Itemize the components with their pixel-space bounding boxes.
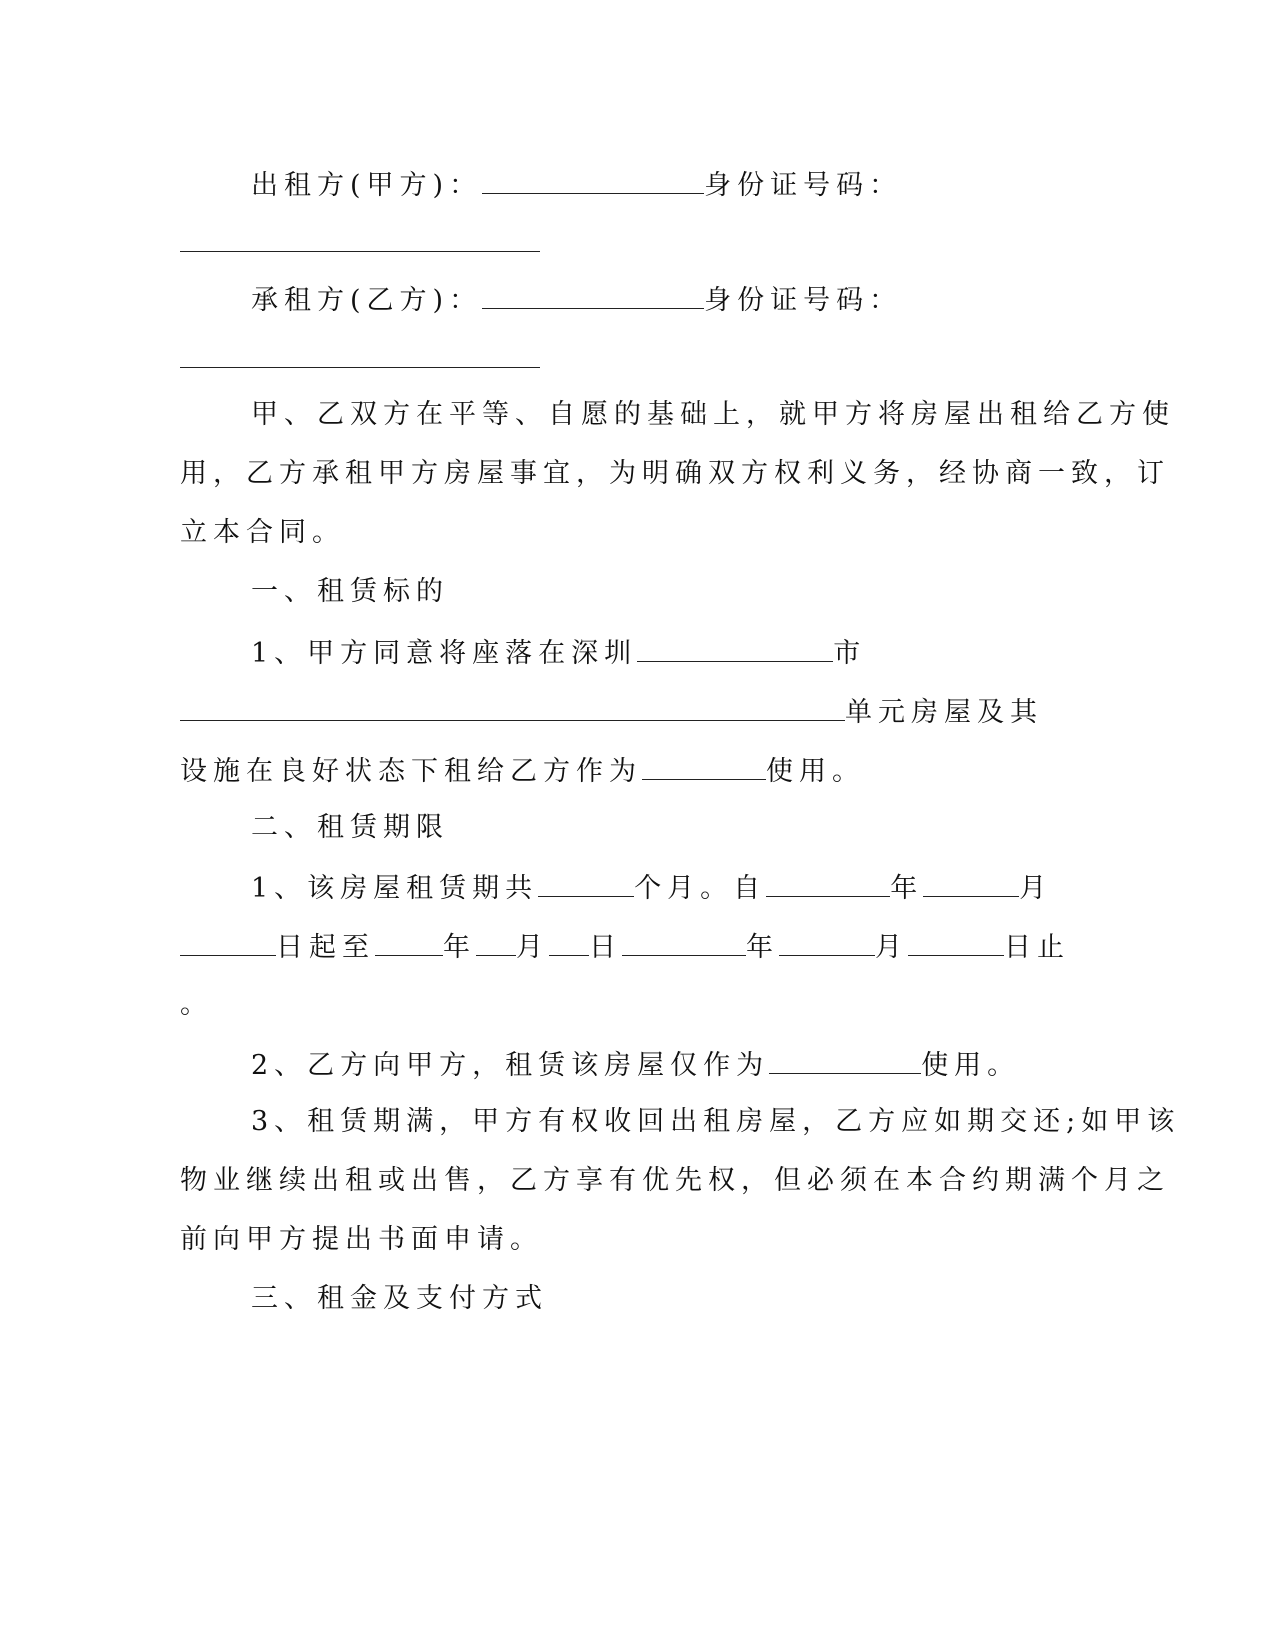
- city-district-blank[interactable]: [637, 631, 833, 662]
- term-months-blank[interactable]: [538, 866, 634, 897]
- s2-item1-text-j: 月: [875, 932, 908, 963]
- s2-item2-text-b: 使用。: [921, 1050, 1021, 1081]
- s2-item3-line3: 前向甲方提出书面申请。: [180, 1224, 543, 1255]
- lessee-id-label: 身份证号码：: [704, 285, 903, 316]
- end-year-blank-2[interactable]: [622, 925, 746, 956]
- lessor-id-line: [180, 221, 540, 264]
- usage-blank[interactable]: [642, 749, 766, 780]
- section-1-title: 一、租赁标的: [251, 576, 449, 607]
- s1-item1-text-d: 设施在良好状态下租给乙方作为: [180, 756, 642, 787]
- s1-item1-line2: [180, 690, 1043, 733]
- s1-item1-text-e: 使用。: [766, 756, 865, 787]
- end-year-blank-1[interactable]: [375, 925, 443, 956]
- lessor-label: 出租方(甲方)：: [251, 170, 483, 201]
- intro-line-1: 甲、乙双方在平等、自愿的基础上，就甲方将房屋出租给乙方使: [251, 399, 1175, 430]
- s2-item1-text-b: 个月。自: [634, 873, 767, 904]
- s2-item1-line2: [180, 925, 1070, 968]
- s2-item1-text-d: 月: [1019, 873, 1053, 904]
- section-3-title: 三、租金及支付方式: [251, 1283, 548, 1314]
- s2-item3-line2: 物业继续出租或出售，乙方享有优先权，但必须在本合约期满个月之: [180, 1165, 1170, 1196]
- end-day-blank-1[interactable]: [549, 925, 589, 956]
- lessor-name-blank[interactable]: [482, 163, 704, 194]
- lessee-label: 承租方(乙方)：: [251, 285, 483, 316]
- s1-item1-text-b: 市: [833, 638, 867, 669]
- s2-item1-text-h: 日: [589, 932, 622, 963]
- s2-item1-text-c: 年: [890, 873, 924, 904]
- lessor-line: [251, 163, 902, 206]
- s2-item1-line1: [251, 866, 1052, 909]
- section-2-title: 二、租赁期限: [251, 812, 449, 843]
- lessee-line: [251, 278, 902, 321]
- s2-item1-text-k: 日止: [1004, 932, 1070, 963]
- s2-item1-line3: 。: [180, 989, 213, 1020]
- start-day-blank[interactable]: [180, 925, 276, 956]
- end-month-blank-1[interactable]: [476, 925, 516, 956]
- s2-item2-text-a: 2、乙方向甲方，租赁该房屋仅作为: [251, 1050, 770, 1081]
- s1-item1-text-c: 单元房屋及其: [845, 697, 1043, 728]
- intro-line-3: 立本合同。: [180, 517, 345, 548]
- start-month-blank[interactable]: [923, 866, 1019, 897]
- s2-item1-text-i: 年: [746, 932, 779, 963]
- s2-item1-text-e: 日起至: [276, 932, 375, 963]
- lessor-id-blank[interactable]: [180, 221, 540, 252]
- end-month-blank-2[interactable]: [779, 925, 875, 956]
- intro-line-2: 用，乙方承租甲方房屋事宜，为明确双方权利义务，经协商一致，订: [180, 458, 1170, 489]
- s2-item3-line1: 3、租赁期满，甲方有权收回出租房屋，乙方应如期交还;如甲该: [251, 1106, 1181, 1137]
- lessee-id-blank[interactable]: [180, 337, 540, 368]
- s1-item1-text-a: 1、甲方同意将座落在深圳: [251, 638, 638, 669]
- s2-item1-text-f: 年: [443, 932, 476, 963]
- end-day-blank-2[interactable]: [908, 925, 1004, 956]
- start-year-blank[interactable]: [766, 866, 890, 897]
- s2-item1-text-a: 1、该房屋租赁期共: [251, 873, 539, 904]
- purpose-blank[interactable]: [769, 1043, 921, 1074]
- s2-item2-line: [251, 1043, 1020, 1086]
- lessor-id-label: 身份证号码：: [704, 170, 903, 201]
- s2-item1-text-g: 月: [516, 932, 549, 963]
- lessee-id-line: [180, 337, 540, 380]
- address-blank[interactable]: [180, 690, 845, 721]
- s1-item1-line1: [251, 631, 866, 674]
- s1-item1-line3: [180, 749, 865, 792]
- lessee-name-blank[interactable]: [482, 278, 704, 309]
